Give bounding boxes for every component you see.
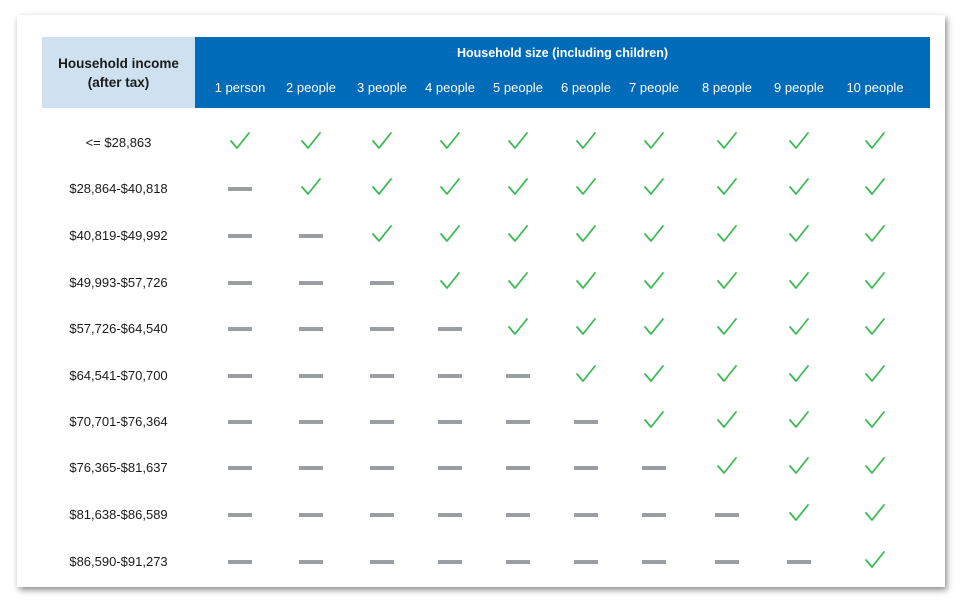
income-bracket-label: $57,726-$64,540 <box>69 321 168 336</box>
income-header-line-1: Household income <box>58 55 179 71</box>
check-icon <box>787 456 811 476</box>
dash-icon <box>787 552 811 572</box>
dash-icon <box>370 319 394 339</box>
check-icon <box>863 410 887 430</box>
income-bracket-label: $64,541-$70,700 <box>69 368 168 383</box>
income-column-header <box>42 37 195 108</box>
dash-icon <box>228 319 252 339</box>
check-icon <box>715 224 739 244</box>
household-size-header <box>195 37 930 108</box>
dash-icon <box>506 505 530 525</box>
check-icon <box>574 224 598 244</box>
dash-icon <box>438 458 462 478</box>
household-size-title: Household size (including children) <box>456 46 669 60</box>
check-icon <box>438 131 462 151</box>
dash-icon <box>299 412 323 432</box>
check-icon <box>787 224 811 244</box>
check-icon <box>299 177 323 197</box>
check-icon <box>438 271 462 291</box>
check-icon <box>438 177 462 197</box>
check-icon <box>574 177 598 197</box>
dash-icon <box>299 552 323 572</box>
check-icon <box>715 131 739 151</box>
check-icon <box>787 410 811 430</box>
check-icon <box>715 364 739 384</box>
dash-icon <box>299 273 323 293</box>
column-header: 5 people <box>493 80 543 95</box>
dash-icon <box>228 412 252 432</box>
column-header: 7 people <box>629 80 679 95</box>
check-icon <box>506 271 530 291</box>
check-icon <box>715 177 739 197</box>
column-header: 6 people <box>561 80 611 95</box>
check-icon <box>863 224 887 244</box>
dash-icon <box>642 552 666 572</box>
check-icon <box>642 271 666 291</box>
check-icon <box>863 271 887 291</box>
check-icon <box>863 550 887 570</box>
dash-icon <box>228 226 252 246</box>
income-bracket-label: $49,993-$57,726 <box>69 275 168 290</box>
dash-icon <box>642 458 666 478</box>
dash-icon <box>438 412 462 432</box>
dash-icon <box>438 505 462 525</box>
column-header: 1 person <box>214 80 266 95</box>
check-icon <box>370 131 394 151</box>
check-icon <box>715 317 739 337</box>
dash-icon <box>715 552 739 572</box>
income-bracket-label: $70,701-$76,364 <box>69 414 168 429</box>
check-icon <box>642 224 666 244</box>
check-icon <box>863 364 887 384</box>
dash-icon <box>228 179 252 199</box>
dash-icon <box>506 552 530 572</box>
income-bracket-label: $86,590-$91,273 <box>69 554 168 569</box>
check-icon <box>715 410 739 430</box>
check-icon <box>370 224 394 244</box>
dash-icon <box>370 412 394 432</box>
column-header: 3 people <box>357 80 407 95</box>
check-icon <box>370 177 394 197</box>
dash-icon <box>438 552 462 572</box>
check-icon <box>642 410 666 430</box>
dash-icon <box>574 552 598 572</box>
check-icon <box>787 317 811 337</box>
check-icon <box>228 131 252 151</box>
dash-icon <box>299 226 323 246</box>
check-icon <box>715 271 739 291</box>
dash-icon <box>370 458 394 478</box>
check-icon <box>506 317 530 337</box>
check-icon <box>574 364 598 384</box>
check-icon <box>642 364 666 384</box>
income-bracket-label: <= $28,863 <box>85 135 152 150</box>
dash-icon <box>438 366 462 386</box>
check-icon <box>642 131 666 151</box>
dash-icon <box>228 273 252 293</box>
check-icon <box>715 456 739 476</box>
dash-icon <box>299 319 323 339</box>
dash-icon <box>574 458 598 478</box>
dash-icon <box>228 505 252 525</box>
check-icon <box>863 177 887 197</box>
check-icon <box>863 503 887 523</box>
dash-icon <box>299 366 323 386</box>
column-header: 8 people <box>702 80 752 95</box>
income-bracket-label: $81,638-$86,589 <box>69 507 168 522</box>
check-icon <box>574 317 598 337</box>
dash-icon <box>715 505 739 525</box>
dash-icon <box>642 505 666 525</box>
income-bracket-label: $40,819-$49,992 <box>69 228 168 243</box>
income-bracket-label: $28,864-$40,818 <box>69 181 168 196</box>
column-header: 10 people <box>846 80 904 95</box>
dash-icon <box>299 458 323 478</box>
check-icon <box>787 503 811 523</box>
check-icon <box>863 456 887 476</box>
check-icon <box>506 177 530 197</box>
dash-icon <box>370 552 394 572</box>
dash-icon <box>370 505 394 525</box>
dash-icon <box>370 366 394 386</box>
check-icon <box>863 317 887 337</box>
dash-icon <box>299 505 323 525</box>
check-icon <box>438 224 462 244</box>
column-header: 9 people <box>774 80 824 95</box>
check-icon <box>863 131 887 151</box>
dash-icon <box>228 458 252 478</box>
column-header: 2 people <box>286 80 336 95</box>
dash-icon <box>506 412 530 432</box>
dash-icon <box>438 319 462 339</box>
check-icon <box>787 271 811 291</box>
check-icon <box>642 317 666 337</box>
dash-icon <box>228 552 252 572</box>
check-icon <box>506 131 530 151</box>
check-icon <box>574 271 598 291</box>
check-icon <box>574 131 598 151</box>
check-icon <box>787 131 811 151</box>
dash-icon <box>370 273 394 293</box>
check-icon <box>299 131 323 151</box>
income-header-line-2: (after tax) <box>87 74 150 90</box>
dash-icon <box>228 366 252 386</box>
check-icon <box>506 224 530 244</box>
column-header: 4 people <box>425 80 475 95</box>
income-bracket-label: $76,365-$81,637 <box>69 460 168 475</box>
check-icon <box>787 177 811 197</box>
dash-icon <box>574 412 598 432</box>
check-icon <box>787 364 811 384</box>
dash-icon <box>574 505 598 525</box>
dash-icon <box>506 366 530 386</box>
dash-icon <box>506 458 530 478</box>
check-icon <box>642 177 666 197</box>
